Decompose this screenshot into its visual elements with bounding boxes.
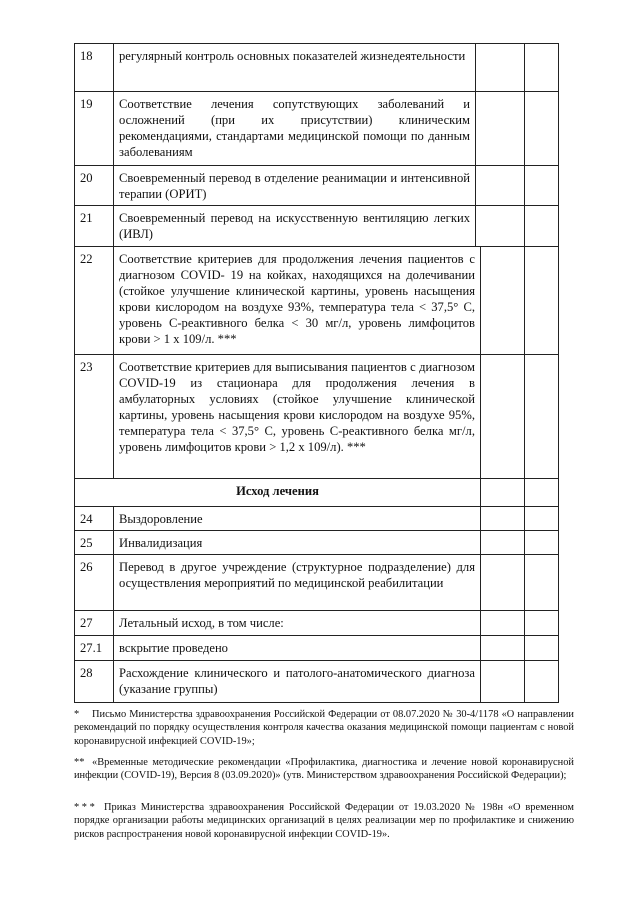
table-row xyxy=(75,166,559,206)
row-value-cell[interactable] xyxy=(476,166,525,206)
table-row xyxy=(75,661,559,703)
criteria-table-part-1 xyxy=(74,43,559,247)
table-row xyxy=(75,355,559,479)
row-value-cell[interactable] xyxy=(481,531,525,555)
row-value-cell[interactable] xyxy=(481,355,525,479)
row-criterion: регулярный контроль основных показателей жизнедеятельности xyxy=(114,44,476,92)
footnote xyxy=(74,708,574,748)
row-criterion: Инвалидизация xyxy=(114,531,481,555)
row-number: 19 xyxy=(75,92,114,166)
footnote-text: Приказ Министерства здравоохранения Российской Федерации от 19.03.2020 № 198н «О временном порядке организации работы медицинских организаций в целях реализации мер по профилактике и снижению рисков распространения новой коронавирусной инфекции COVID-19». xyxy=(74,802,574,840)
row-criterion: Перевод в другое учреждение (структурное подразделение) для осуществления мероприятий по медицинской реабилитации xyxy=(114,555,481,611)
table-row xyxy=(75,92,559,166)
row-value-cell[interactable] xyxy=(525,479,559,507)
row-number: 21 xyxy=(75,206,114,247)
row-number: 28 xyxy=(75,661,114,703)
row-value-cell[interactable] xyxy=(525,206,559,247)
row-number: 26 xyxy=(75,555,114,611)
row-value-cell[interactable] xyxy=(481,661,525,703)
row-criterion: Выздоровление xyxy=(114,507,481,531)
footnote xyxy=(74,801,574,841)
row-criterion: Соответствие критериев для выписывания пациентов с диагнозом COVID-19 из стационара для продолжения лечения в амбулаторных условиях (стойкое улучшение клинической картины, уровень насыщения крови кислородом на воздухе 95%, температура тела < 37,5° С, уровень С-реактивного белка мг/л, уровень лимфоцитов крови > 1,2 х 109/л). *** xyxy=(114,355,481,479)
section-header-row xyxy=(75,479,559,507)
row-number: 25 xyxy=(75,531,114,555)
row-value-cell[interactable] xyxy=(481,611,525,636)
row-criterion: Соответствие лечения сопутствующих заболеваний и осложнений (при их присутствии) клиническим рекомендациями, стандартами медицинской помощи по данным заболеваниям xyxy=(114,92,476,166)
row-number: 24 xyxy=(75,507,114,531)
row-number: 20 xyxy=(75,166,114,206)
footnote-mark: ** xyxy=(74,757,85,768)
criteria-table-part-2 xyxy=(74,246,559,703)
table-row xyxy=(75,555,559,611)
row-value-cell[interactable] xyxy=(525,611,559,636)
table-row xyxy=(75,531,559,555)
row-number: 27 xyxy=(75,611,114,636)
row-value-cell[interactable] xyxy=(481,507,525,531)
row-criterion: вскрытие проведено xyxy=(114,636,481,661)
footnote-mark: * xyxy=(74,709,80,720)
row-value-cell[interactable] xyxy=(525,507,559,531)
row-criterion: Летальный исход, в том числе: xyxy=(114,611,481,636)
row-criterion: Соответствие критериев для продолжения лечения пациентов с диагнозом COVID- 19 на койках, находящихся на долечивании (стойкое улучшение клинической картины, уровень насыщения крови кислородом на воздухе 93%, температура тела < 37,5° С, уровень С-реактивного белка < 30 мг/л, уровень лимфоцитов крови > 1 х 109/л. *** xyxy=(114,247,481,355)
row-value-cell[interactable] xyxy=(476,206,525,247)
row-criterion: Своевременный перевод в отделение реанимации и интенсивной терапии (ОРИТ) xyxy=(114,166,476,206)
row-criterion: Своевременный перевод на искусственную вентиляцию легких (ИВЛ) xyxy=(114,206,476,247)
row-value-cell[interactable] xyxy=(481,479,525,507)
footnote-text: «Временные методические рекомендации «Профилактика, диагностика и лечение новой коронавирусной инфекции (COVID-19), Версия 8 (03.09.2020)» (утв. Министерством здравоохранения Российской Федерации); xyxy=(74,757,574,782)
footnote-mark: * * * xyxy=(74,802,95,813)
row-value-cell[interactable] xyxy=(525,555,559,611)
row-number: 18 xyxy=(75,44,114,92)
row-value-cell[interactable] xyxy=(481,636,525,661)
row-number: 27.1 xyxy=(75,636,114,661)
row-value-cell[interactable] xyxy=(525,531,559,555)
row-number: 23 xyxy=(75,355,114,479)
table-row xyxy=(75,247,559,355)
row-value-cell[interactable] xyxy=(525,92,559,166)
table-row xyxy=(75,611,559,636)
row-value-cell[interactable] xyxy=(525,355,559,479)
row-value-cell[interactable] xyxy=(525,44,559,92)
row-value-cell[interactable] xyxy=(481,555,525,611)
row-value-cell[interactable] xyxy=(476,92,525,166)
section-title: Исход лечения xyxy=(75,479,481,507)
row-value-cell[interactable] xyxy=(481,247,525,355)
table-row xyxy=(75,636,559,661)
row-number: 22 xyxy=(75,247,114,355)
row-value-cell[interactable] xyxy=(525,661,559,703)
table-row xyxy=(75,206,559,247)
table-row xyxy=(75,44,559,92)
row-value-cell[interactable] xyxy=(525,636,559,661)
footnote xyxy=(74,756,574,783)
footnote-text: Письмо Министерства здравоохранения Российской Федерации от 08.07.2020 № 30-4/1178 «О направлении рекомендаций по порядку осуществления контроля качества оказания медицинской помощи пациентам с новой коронавирусной инфекцией COVID-19»; xyxy=(74,709,574,747)
table-row xyxy=(75,507,559,531)
row-criterion: Расхождение клинического и патолого-анатомического диагноза (указание группы) xyxy=(114,661,481,703)
row-value-cell[interactable] xyxy=(476,44,525,92)
row-value-cell[interactable] xyxy=(525,166,559,206)
row-value-cell[interactable] xyxy=(525,247,559,355)
